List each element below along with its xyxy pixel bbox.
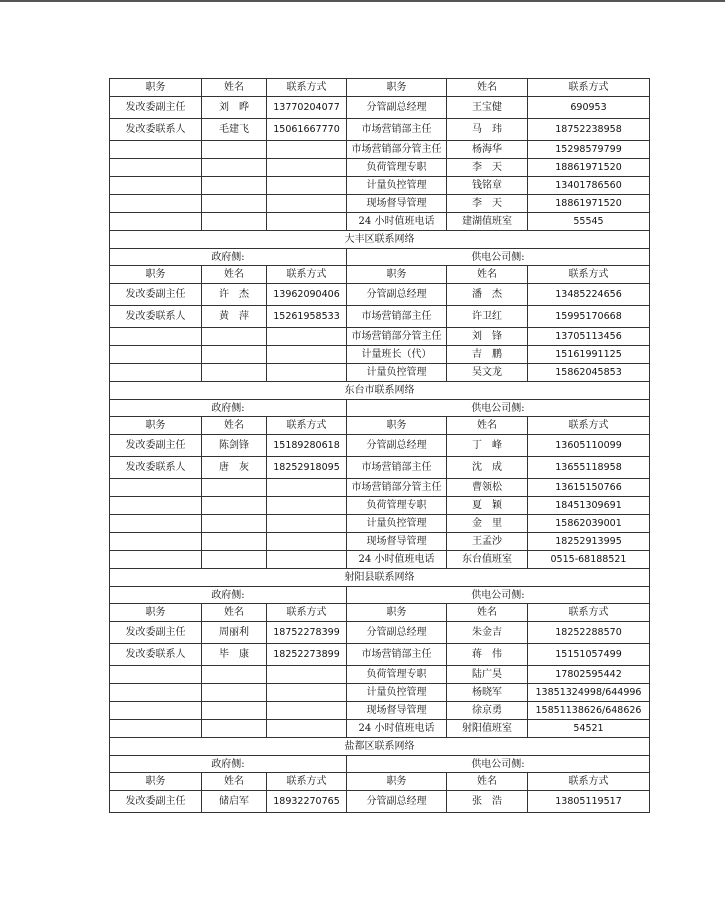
cell-position: 24 小时值班电话: [347, 213, 447, 231]
government-side-label: 政府侧:: [110, 400, 347, 417]
header-contact: 联系方式: [267, 266, 347, 284]
table-row: [110, 644, 650, 666]
cell-contact: [267, 551, 347, 569]
table-header-row: [110, 773, 650, 791]
cell-contact: 0515-68188521: [528, 551, 650, 569]
cell-name: [202, 720, 267, 738]
cell-name: [202, 479, 267, 497]
cell-contact: [267, 479, 347, 497]
cell-name: [202, 533, 267, 551]
cell-contact: 18752238958: [528, 119, 650, 141]
header-position: 职务: [347, 604, 447, 622]
table-row: [110, 213, 650, 231]
table-header-row: [110, 266, 650, 284]
side-label-row: [110, 400, 650, 417]
table-row: [110, 666, 650, 684]
cell-contact: 13485224656: [528, 284, 650, 306]
header-position: 职务: [110, 79, 202, 97]
government-side-label: 政府侧:: [110, 587, 347, 604]
cell-name: 李 天: [447, 195, 528, 213]
cell-contact: [267, 702, 347, 720]
header-name: 姓名: [202, 773, 267, 791]
table-row: [110, 479, 650, 497]
cell-contact: 13851324998/644996: [528, 684, 650, 702]
cell-position: 发改委联系人: [110, 644, 202, 666]
header-name: 姓名: [202, 604, 267, 622]
power-company-side-label: 供电公司侧:: [347, 756, 650, 773]
cell-name: [202, 364, 267, 382]
cell-position: [110, 195, 202, 213]
cell-position: [110, 364, 202, 382]
cell-position: [110, 684, 202, 702]
cell-position: 负荷管理专职: [347, 159, 447, 177]
cell-contact: 55545: [528, 213, 650, 231]
cell-name: 李 天: [447, 159, 528, 177]
cell-position: 市场营销部主任: [347, 306, 447, 328]
header-position: 职务: [347, 79, 447, 97]
cell-name: 夏 颖: [447, 497, 528, 515]
cell-position: [110, 533, 202, 551]
header-position: 职务: [110, 773, 202, 791]
cell-position: [110, 666, 202, 684]
cell-position: [110, 515, 202, 533]
cell-position: 计量班长（代）: [347, 346, 447, 364]
cell-contact: 13770204077: [267, 97, 347, 119]
cell-contact: [267, 141, 347, 159]
cell-name: [202, 159, 267, 177]
cell-name: 射阳值班室: [447, 720, 528, 738]
header-position: 职务: [110, 604, 202, 622]
cell-position: 分管副总经理: [347, 791, 447, 813]
header-contact: 联系方式: [267, 417, 347, 435]
side-label-row: [110, 249, 650, 266]
cell-name: 周丽利: [202, 622, 267, 644]
cell-name: 许 杰: [202, 284, 267, 306]
cell-position: 分管副总经理: [347, 622, 447, 644]
section-title-row: [110, 382, 650, 400]
cell-name: 陈剑锋: [202, 435, 267, 457]
cell-position: 分管副总经理: [347, 97, 447, 119]
table-row: [110, 791, 650, 813]
table-row: [110, 195, 650, 213]
cell-contact: [267, 328, 347, 346]
header-name: 姓名: [202, 266, 267, 284]
power-company-side-label: 供电公司侧:: [347, 587, 650, 604]
table-header-row: [110, 604, 650, 622]
cell-contact: [267, 364, 347, 382]
cell-contact: 15298579799: [528, 141, 650, 159]
cell-position: 分管副总经理: [347, 284, 447, 306]
cell-position: 现场督导管理: [347, 702, 447, 720]
cell-position: [110, 702, 202, 720]
cell-contact: 18861971520: [528, 159, 650, 177]
cell-name: 毛建飞: [202, 119, 267, 141]
cell-position: 市场营销部分管主任: [347, 479, 447, 497]
cell-position: 负荷管理专职: [347, 497, 447, 515]
cell-contact: [267, 213, 347, 231]
cell-contact: [267, 159, 347, 177]
cell-contact: 15061667770: [267, 119, 347, 141]
cell-contact: 13615150766: [528, 479, 650, 497]
cell-position: 负荷管理专职: [347, 666, 447, 684]
cell-name: 刘 锋: [447, 328, 528, 346]
side-label-row: [110, 587, 650, 604]
cell-contact: [267, 684, 347, 702]
table-header-row: [110, 79, 650, 97]
cell-position: [110, 213, 202, 231]
cell-name: 建湖值班室: [447, 213, 528, 231]
header-position: 职务: [347, 773, 447, 791]
cell-contact: [267, 515, 347, 533]
header-name: 姓名: [447, 604, 528, 622]
cell-position: 计量负控管理: [347, 684, 447, 702]
cell-position: 市场营销部分管主任: [347, 328, 447, 346]
cell-contact: [267, 533, 347, 551]
cell-position: [110, 141, 202, 159]
table-row: [110, 515, 650, 533]
cell-name: 张 浩: [447, 791, 528, 813]
cell-contact: 17802595442: [528, 666, 650, 684]
cell-position: [110, 328, 202, 346]
cell-contact: 18252288570: [528, 622, 650, 644]
cell-name: [202, 141, 267, 159]
cell-name: 徐京勇: [447, 702, 528, 720]
cell-name: 储启军: [202, 791, 267, 813]
table-row: [110, 533, 650, 551]
header-name: 姓名: [447, 79, 528, 97]
header-position: 职务: [110, 417, 202, 435]
cell-name: [202, 346, 267, 364]
table-row: [110, 159, 650, 177]
cell-contact: 18752278399: [267, 622, 347, 644]
cell-position: [110, 551, 202, 569]
header-contact: 联系方式: [528, 266, 650, 284]
cell-position: 发改委副主任: [110, 791, 202, 813]
table-row: [110, 684, 650, 702]
cell-contact: [267, 195, 347, 213]
cell-name: [202, 551, 267, 569]
cell-name: [202, 702, 267, 720]
table-row: [110, 141, 650, 159]
header-name: 姓名: [447, 417, 528, 435]
cell-contact: 18252918095: [267, 457, 347, 479]
cell-contact: 18252913995: [528, 533, 650, 551]
section-title-row: [110, 738, 650, 756]
header-name: 姓名: [202, 417, 267, 435]
header-position: 职务: [347, 417, 447, 435]
table-row: [110, 328, 650, 346]
cell-position: 现场督导管理: [347, 195, 447, 213]
cell-name: 黄 萍: [202, 306, 267, 328]
cell-name: 吉 鹏: [447, 346, 528, 364]
cell-position: 发改委联系人: [110, 306, 202, 328]
cell-contact: 13705113456: [528, 328, 650, 346]
cell-contact: 15851138626/648626: [528, 702, 650, 720]
header-contact: 联系方式: [528, 79, 650, 97]
cell-position: 分管副总经理: [347, 435, 447, 457]
cell-position: 市场营销部主任: [347, 119, 447, 141]
cell-contact: [267, 177, 347, 195]
cell-name: [202, 213, 267, 231]
table-header-row: [110, 417, 650, 435]
cell-position: [110, 159, 202, 177]
cell-position: [110, 497, 202, 515]
cell-contact: 18932270765: [267, 791, 347, 813]
cell-name: 钱铭章: [447, 177, 528, 195]
cell-name: 曹领松: [447, 479, 528, 497]
cell-name: 杨晓军: [447, 684, 528, 702]
cell-contact: [267, 666, 347, 684]
cell-contact: 15161991125: [528, 346, 650, 364]
cell-name: 杨海华: [447, 141, 528, 159]
section-title-row: [110, 231, 650, 249]
table-row: [110, 720, 650, 738]
header-contact: 联系方式: [267, 604, 347, 622]
cell-contact: 18451309691: [528, 497, 650, 515]
cell-name: [202, 328, 267, 346]
header-contact: 联系方式: [528, 773, 650, 791]
cell-position: 发改委副主任: [110, 435, 202, 457]
cell-position: 现场督导管理: [347, 533, 447, 551]
cell-name: 刘 晔: [202, 97, 267, 119]
cell-name: [202, 195, 267, 213]
power-company-side-label: 供电公司侧:: [347, 249, 650, 266]
power-company-side-label: 供电公司侧:: [347, 400, 650, 417]
cell-position: 发改委联系人: [110, 119, 202, 141]
header-position: 职务: [110, 266, 202, 284]
table-row: [110, 364, 650, 382]
cell-contact: 13655118958: [528, 457, 650, 479]
cell-contact: [267, 720, 347, 738]
cell-position: 发改委副主任: [110, 284, 202, 306]
section-title: 东台市联系网络: [110, 382, 650, 400]
cell-position: [110, 479, 202, 497]
cell-name: 潘 杰: [447, 284, 528, 306]
cell-contact: 15151057499: [528, 644, 650, 666]
header-name: 姓名: [202, 79, 267, 97]
cell-contact: 15261958533: [267, 306, 347, 328]
header-name: 姓名: [447, 773, 528, 791]
cell-name: 东台值班室: [447, 551, 528, 569]
cell-name: 王孟沙: [447, 533, 528, 551]
cell-contact: 13962090406: [267, 284, 347, 306]
table-row: [110, 435, 650, 457]
cell-position: 计量负控管理: [347, 515, 447, 533]
cell-name: 王宝健: [447, 97, 528, 119]
cell-position: 发改委联系人: [110, 457, 202, 479]
cell-name: 陆广昊: [447, 666, 528, 684]
contact-network-table: [109, 78, 650, 813]
table-row: [110, 702, 650, 720]
table-row: [110, 177, 650, 195]
cell-contact: 54521: [528, 720, 650, 738]
cell-position: 计量负控管理: [347, 177, 447, 195]
cell-position: 发改委副主任: [110, 97, 202, 119]
cell-contact: 18861971520: [528, 195, 650, 213]
section-title: 射阳县联系网络: [110, 569, 650, 587]
cell-position: 发改委副主任: [110, 622, 202, 644]
cell-name: 蒋 伟: [447, 644, 528, 666]
government-side-label: 政府侧:: [110, 249, 347, 266]
section-title: 盐都区联系网络: [110, 738, 650, 756]
cell-contact: 15862045853: [528, 364, 650, 382]
cell-position: 市场营销部分管主任: [347, 141, 447, 159]
header-contact: 联系方式: [528, 417, 650, 435]
header-contact: 联系方式: [267, 773, 347, 791]
cell-contact: 15862039001: [528, 515, 650, 533]
cell-name: 丁 峰: [447, 435, 528, 457]
cell-name: [202, 177, 267, 195]
header-contact: 联系方式: [267, 79, 347, 97]
section-title-row: [110, 569, 650, 587]
government-side-label: 政府侧:: [110, 756, 347, 773]
table-row: [110, 97, 650, 119]
cell-contact: 13401786560: [528, 177, 650, 195]
side-label-row: [110, 756, 650, 773]
header-position: 职务: [347, 266, 447, 284]
cell-position: 计量负控管理: [347, 364, 447, 382]
cell-contact: 15995170668: [528, 306, 650, 328]
table-row: [110, 119, 650, 141]
cell-position: 市场营销部主任: [347, 644, 447, 666]
section-title: 大丰区联系网络: [110, 231, 650, 249]
cell-name: 沈 成: [447, 457, 528, 479]
cell-position: 24 小时值班电话: [347, 551, 447, 569]
cell-name: [202, 515, 267, 533]
cell-name: 金 里: [447, 515, 528, 533]
cell-contact: 13805119517: [528, 791, 650, 813]
table-row: [110, 622, 650, 644]
cell-position: [110, 177, 202, 195]
header-name: 姓名: [447, 266, 528, 284]
cell-name: [202, 684, 267, 702]
cell-name: 许卫红: [447, 306, 528, 328]
cell-contact: [267, 497, 347, 515]
table-row: [110, 457, 650, 479]
cell-position: 24 小时值班电话: [347, 720, 447, 738]
cell-position: [110, 720, 202, 738]
cell-name: 唐 灰: [202, 457, 267, 479]
cell-name: 马 玮: [447, 119, 528, 141]
table-row: [110, 346, 650, 364]
cell-contact: 15189280618: [267, 435, 347, 457]
cell-contact: 13605110099: [528, 435, 650, 457]
cell-contact: 18252273899: [267, 644, 347, 666]
cell-name: 毕 康: [202, 644, 267, 666]
cell-name: 吴文龙: [447, 364, 528, 382]
cell-contact: [267, 346, 347, 364]
header-contact: 联系方式: [528, 604, 650, 622]
table-row: [110, 306, 650, 328]
table-row: [110, 551, 650, 569]
cell-position: 市场营销部主任: [347, 457, 447, 479]
cell-position: [110, 346, 202, 364]
cell-name: [202, 497, 267, 515]
cell-name: [202, 666, 267, 684]
cell-contact: 690953: [528, 97, 650, 119]
table-row: [110, 284, 650, 306]
table-row: [110, 497, 650, 515]
cell-name: 朱金吉: [447, 622, 528, 644]
